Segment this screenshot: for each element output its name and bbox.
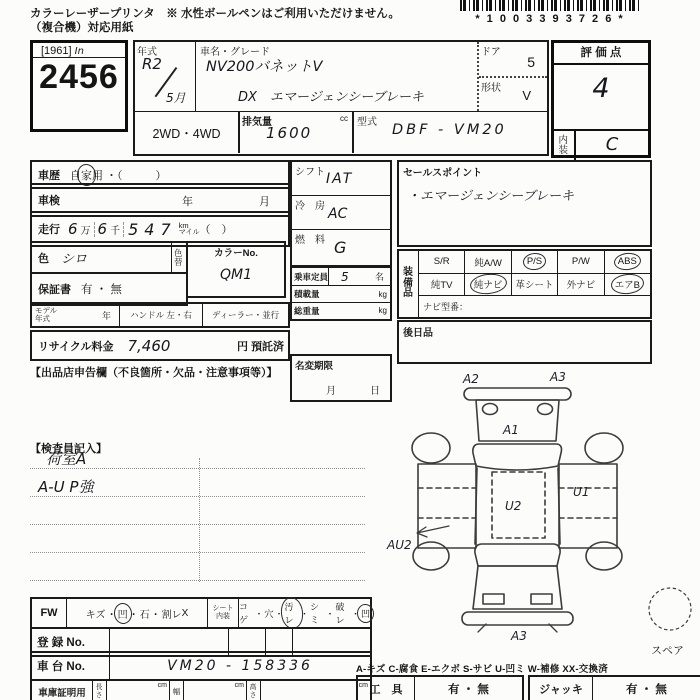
annotation-u1-side: U1 (573, 485, 590, 499)
printer-notice-line1: カラーレーザープリンタ ※ 水性ボールペンはご利用いただけません。 (30, 8, 400, 20)
capacity-value: 5 (341, 269, 349, 284)
displacement-unit: cc (340, 114, 348, 123)
color-no-value: QM1 (219, 267, 252, 283)
equipment-power-windows: P/W (557, 251, 603, 274)
warranty-value: 有 ・ 無 (81, 284, 122, 296)
headlight-left (483, 404, 498, 415)
lot-bracket: [1961] (41, 45, 72, 57)
color-value: シロ (61, 252, 88, 267)
name-change-label: 名変期限 (295, 361, 334, 372)
barcode-digits: * 1 0 0 3 3 9 3 7 2 6 * (475, 13, 625, 25)
weight-row (292, 303, 390, 318)
spare-tire-circle (649, 588, 691, 630)
lot-box (30, 40, 128, 132)
month-value: 5月 (166, 91, 186, 105)
interior-grade-cell (554, 131, 576, 161)
tools-label: 工 具 (358, 677, 415, 700)
grade-value: DX エマージェンシーブレーキ (238, 90, 424, 105)
equipment-label: 装備品 (403, 267, 413, 300)
garage-height-field: cm (358, 682, 368, 689)
later-items-label: 後日品 (403, 328, 433, 339)
specs-box (290, 160, 392, 267)
taillight-right (531, 594, 552, 604)
fw-items: キズ ・ 凹 ・ 石 ・ 割レ X (85, 607, 189, 621)
tools-box (356, 675, 524, 700)
mileage-rest-value: 547 (128, 219, 177, 239)
color-no-label: カラーNo. (214, 248, 258, 259)
capacity-label: 乗車定員 (292, 268, 329, 285)
taillight-left (483, 594, 504, 604)
name-change-box (290, 354, 392, 402)
rear-window (475, 544, 560, 566)
fuel-value: G (334, 238, 347, 257)
annotation-a3-front: A3 (550, 370, 566, 384)
mileage-sen-value: 6 (97, 220, 108, 238)
equipment-navi: 純ナビ (464, 274, 510, 297)
score-box (551, 40, 651, 158)
seat-items: コゲ ・ 穴 ・ 汚レ ・ シミ ・ 破レ ・ 凹 (239, 602, 370, 625)
lot-note: In (74, 46, 84, 57)
spare-label: スペア (651, 645, 684, 657)
fuel-cell (292, 230, 390, 262)
capacity-unit: 名 (374, 272, 384, 282)
ac-cell (292, 196, 390, 230)
lot-number: 2456 (33, 57, 125, 97)
shape-value: V (522, 88, 531, 103)
km-label: km (178, 220, 189, 230)
weight-label: 総重量 (294, 305, 320, 316)
rear-face (473, 566, 562, 609)
side-panel-right (559, 464, 617, 548)
equipment-airbag: エアB (604, 274, 650, 297)
dealer-cell: ディーラー・並行 (211, 310, 280, 320)
shaken-month-label: 月 (259, 196, 270, 208)
seller-note-heading: 【出品店申告欄（不良箇所・欠品・注意事項等）】 (30, 367, 278, 379)
displacement-cell (240, 112, 354, 153)
chassis-value: VM20 - 158336 (167, 658, 313, 674)
load-row (292, 286, 390, 303)
score-title: 評 価 点 (554, 43, 648, 65)
shaken-year-label: 年 (182, 196, 193, 208)
model-code-label: 型式 (357, 117, 377, 128)
damage-legend: A-キズ C-腐食 E-エクボ S-サビ U-凹ミ W-補修 XX-交換済 (356, 664, 608, 675)
garage-width-field: cm (184, 681, 247, 700)
sales-point-box (397, 160, 652, 247)
name-change-month: 月 (326, 386, 336, 397)
mile-label: マイル (178, 229, 200, 237)
year-cell (135, 42, 196, 111)
door-shape-cell (477, 42, 547, 111)
equipment-power-steering: P/S (511, 251, 557, 274)
equipment-abs: ABS (604, 251, 650, 274)
mileage-label: 走行 (38, 224, 60, 236)
inspector-note-1: 荷室A (46, 450, 87, 468)
color-warranty-block (30, 241, 286, 298)
garage-height-label: 高さ (247, 681, 261, 700)
windshield (473, 444, 562, 470)
inspector-heading: 【検査員記入】 (30, 443, 107, 455)
shape-cell (479, 78, 547, 103)
ac-value: AC (328, 206, 348, 222)
jack-label: ジャッキ (530, 677, 593, 700)
ac-label: 冷 房 (295, 201, 325, 212)
equipment-tv: 純TV (418, 274, 464, 297)
chassis-label: 車 台 No. (32, 653, 110, 679)
color-change-cell (171, 243, 186, 272)
mileage-paren: （ ） (199, 224, 233, 236)
color-no-cell (186, 241, 286, 298)
capacity-row (292, 268, 390, 286)
recycle-row (30, 330, 290, 361)
name-grade-cell (196, 42, 477, 111)
warranty-row (30, 272, 188, 306)
model-year-row (30, 302, 290, 328)
vehicle-table (133, 40, 549, 156)
capacity-box (290, 266, 392, 321)
model-year-cell (32, 304, 120, 326)
garage-length-label: 長さ (93, 681, 107, 700)
name-label: 車名・グレード (200, 47, 270, 58)
annotation-a1-hood: A1 (503, 423, 519, 437)
drive-cell: 2WD・4WD (135, 112, 240, 153)
garage-length-field: cm (107, 681, 170, 700)
garage-certificate-row (30, 679, 372, 700)
displacement-value: 1600 (266, 124, 313, 142)
barcode (460, 0, 640, 11)
load-unit: kg (378, 289, 387, 299)
sales-point-value: ・エマージェンシーブレーキ (407, 189, 574, 204)
model-year-label: モデル年式 (35, 306, 58, 323)
annotation-u2-roof: U2 (505, 499, 522, 513)
headlight-right (538, 404, 553, 415)
name-value: NV200バネットV (206, 59, 323, 75)
inspector-line-4 (30, 552, 365, 553)
inspector-line-3 (30, 524, 365, 525)
jack-box (528, 675, 700, 700)
recycle-value: 7,460 (127, 336, 171, 355)
tire-front-left (412, 433, 450, 463)
au2-arrow (417, 526, 449, 537)
navi-model-row: ナビ型番： (418, 296, 650, 317)
model-code-value: DBF - VM20 (392, 122, 507, 138)
door-cell (479, 42, 547, 78)
model-code-cell (354, 112, 547, 153)
recycle-label: リサイクル料金 (38, 340, 114, 353)
equipment-leather-seat: 革シート (511, 274, 557, 297)
mileage-man-value: 6 (68, 220, 78, 238)
inspector-divider (199, 458, 200, 582)
mileage-sen-unit: 千 (107, 222, 124, 237)
later-items-box (397, 320, 652, 364)
shaken-label: 車検 (38, 195, 60, 207)
interior-label: 内装 (558, 134, 569, 156)
weight-unit: kg (378, 306, 387, 315)
car-history-label: 車歴 (38, 169, 60, 182)
equipment-box (397, 249, 652, 319)
door-value: 5 (527, 54, 535, 70)
rear-bumper (462, 612, 573, 625)
inspector-note-2: A-U P強 (38, 478, 94, 496)
displacement-label: 排気量 (242, 117, 272, 128)
color-label: 色 (38, 252, 49, 265)
side-panel-left (418, 464, 476, 548)
equipment-alloy-wheels: 純A/W (464, 251, 510, 274)
handle-cell: ハンドル 左・右 (120, 304, 203, 326)
mileage-man-unit: 万 (78, 222, 95, 237)
car-history-selected: 家 (81, 167, 92, 183)
warranty-label: 保証書 (38, 284, 71, 296)
fuel-label: 燃 料 (295, 235, 325, 246)
shift-label: シフト (295, 167, 325, 178)
mileage-units (177, 222, 200, 237)
shape-label: 形状 (481, 83, 501, 94)
tools-value: 有 ・ 無 (448, 683, 489, 696)
garage-label: 車庫証明用 (32, 681, 93, 700)
registration-label: 登 録 No. (32, 629, 110, 655)
chassis-row (30, 651, 372, 681)
name-change-day: 日 (370, 386, 380, 397)
car-history-value: 自家用 ・（ ） (70, 167, 167, 183)
garage-width-label: 幅 (170, 681, 184, 700)
vehicle-diagram (385, 366, 700, 658)
front-bumper (464, 388, 571, 400)
sales-point-label: セールスポイント (403, 168, 483, 179)
year-value: R2 (142, 55, 162, 73)
color-change-label: 色替 (174, 247, 183, 267)
load-label: 積載量 (294, 289, 320, 299)
equipment-label-cell (399, 251, 418, 317)
jack-value: 有 ・ 無 (626, 683, 667, 696)
seat-interior-label: シート 内装 (207, 599, 239, 627)
annotation-a3-rear: A3 (511, 629, 527, 643)
interior-grade-value: C (605, 134, 619, 155)
shift-cell (292, 162, 390, 196)
door-label: ドア (481, 47, 501, 58)
printer-notice-line2: （複合機）対応用紙 (30, 22, 134, 34)
tire-front-right (585, 433, 623, 463)
model-year-unit: 年 (101, 310, 111, 321)
recycle-unit-status: 円 預託済 (236, 340, 284, 353)
year-label: 年式 (137, 47, 157, 58)
score-value: 4 (592, 73, 610, 104)
annotation-au2-side: AU2 (387, 538, 412, 552)
fw-condition-row (30, 597, 372, 629)
equipment-sunroof: S/R (418, 251, 464, 274)
color-row (30, 241, 188, 274)
lot-bracket-row (33, 43, 125, 57)
annotation-a2: A2 (463, 372, 479, 386)
inspector-line-5 (30, 580, 365, 581)
fw-label: FW (32, 599, 67, 627)
shift-value: IAT (326, 171, 354, 187)
equipment-ext-navi: 外ナビ (557, 274, 603, 297)
